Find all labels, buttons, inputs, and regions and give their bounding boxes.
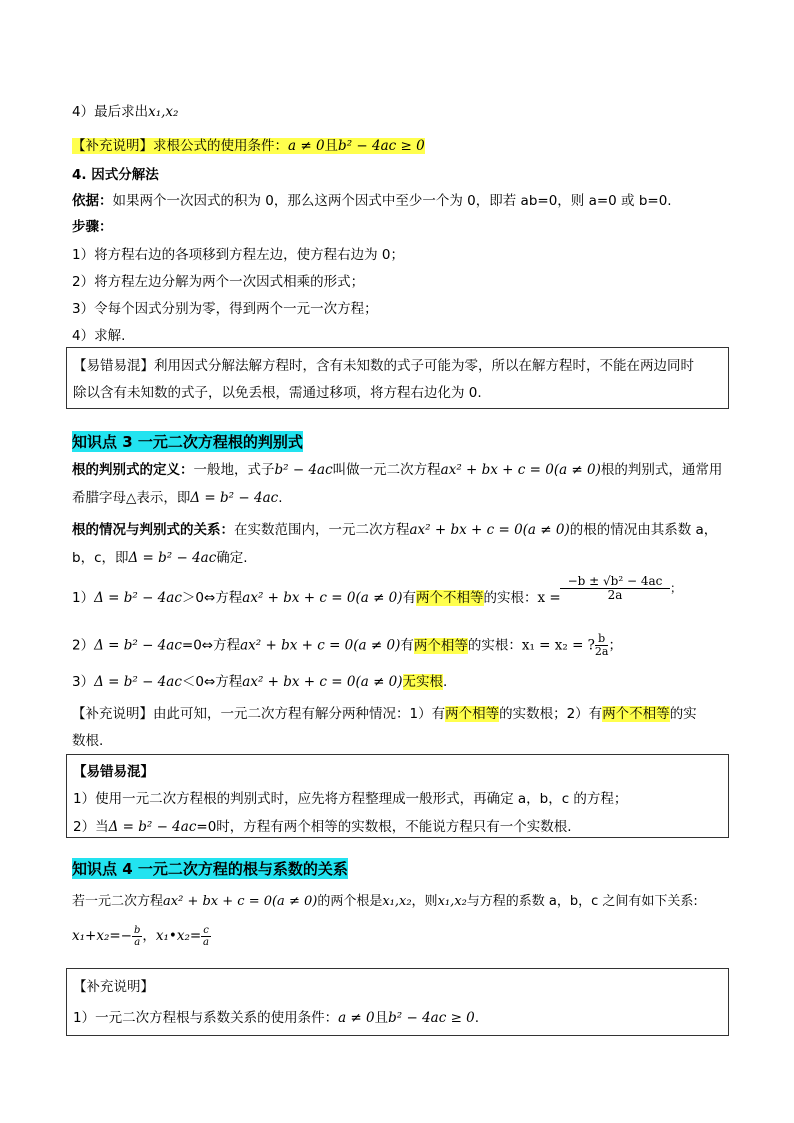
quadratic-formula-fraction: $\frac{\text{−b ± √b² − 4ac}}{2a}$ ； <box>560 575 682 602</box>
roots-expr: x₁,x₂ <box>148 104 179 120</box>
supplement-note-1 <box>72 134 425 154</box>
factor-step-3: 3）令每个因式分别为零，得到两个一元一次方程； <box>72 301 378 317</box>
box2-line-2: 2）当Δ = b² − 4ac=0时，方程有两个相等的实数根，不能说方程只有一个实数根. <box>73 819 572 835</box>
box3-tag: 【补充说明】 <box>73 979 154 995</box>
error-prone-box-1 <box>66 347 729 409</box>
factor-step-1: 1）将方程右边的各项移到方程左边，使方程右边为 0； <box>72 247 404 263</box>
vieta-formulas: x₁+x₂=− $\frac{b}{a}$ ，x₁•x₂= $\frac{c}{a}$ <box>72 924 210 948</box>
box3-line-1: 1）一元二次方程根与系数关系的使用条件：a ≠ 0且b² − 4ac ≥ 0. <box>73 1010 480 1026</box>
sum-of-roots: x₁+x₂=− <box>72 928 132 944</box>
highlight-no-root: 无实根 <box>402 674 444 690</box>
factor-step-4: 4）求解. <box>72 328 126 344</box>
error-prone-box-2 <box>66 754 729 838</box>
step-text: 4）最后求出 <box>72 104 149 120</box>
knowledge-point-3-title: 知识点 3 一元二次方程根的判别式 <box>72 433 303 451</box>
case-2-line: 2）Δ = b² − 4ac=0⇔方程ax² + bx + c = 0(a ≠ 0)有两个相等的实根：x₁ = x₂ = ? $\frac{b}{2a}$ ； <box>72 632 622 659</box>
case-1-line: 1）Δ = b² − 4ac＞0⇔方程ax² + bx + c = 0(a ≠ 0)有两个不相等的实根：x = <box>72 590 561 606</box>
supplement-note-2-line1: 【补充说明】由此可知，一元二次方程有解分两种情况：1）有两个相等的实数根；2）有两个不相等的实 <box>72 706 697 722</box>
discriminant-definition-line2: 希腊字母△表示，即Δ = b² − 4ac. <box>72 490 283 506</box>
vieta-intro-line: 若一元二次方程ax² + bx + c = 0(a ≠ 0)的两个根是x₁,x₂，则x₁,x₂与方程的系数 a，b，c 之间有如下关系: <box>72 894 698 909</box>
knowledge-point-4-title: 知识点 4 一元二次方程的根与系数的关系 <box>72 860 348 878</box>
box1-line-2: 除以含有未知数的式子，以免丢根，需通过移项，将方程右边化为 0. <box>73 385 482 401</box>
product-of-roots: x₁•x₂= <box>155 928 202 944</box>
highlight-two-unequal: 两个不相等 <box>416 590 484 606</box>
discriminant-definition-line1: 根的判别式的定义：一般地，式子b² − 4ac叫做一元二次方程ax² + bx + c = 0(a ≠ 0)根的判别式，通常用 <box>72 462 723 478</box>
steps-label: 步骤： <box>72 219 113 235</box>
relation-line1: 根的情况与判别式的关系：在实数范围内，一元二次方程ax² + bx + c = 0(a ≠ 0)的根的情况由其系数 a， <box>72 522 718 538</box>
basis-line: 依据：如果两个一次因式的积为 0，那么这两个因式中至少一个为 0，即若 ab=0，则 a=0 或 b=0. <box>72 193 672 209</box>
factor-step-2: 2）将方程左边分解为两个一次因式相乘的形式； <box>72 274 365 290</box>
supplement-note-2-line2: 数根. <box>72 733 104 749</box>
supplement-box-3 <box>66 968 729 1036</box>
relation-line2: b，c，即Δ = b² − 4ac确定. <box>72 550 248 566</box>
highlight-two-equal: 两个相等 <box>413 637 468 654</box>
box2-tag: 【易错易混】 <box>73 764 154 780</box>
section-title-factorization: 4. 因式分解法 <box>72 167 159 183</box>
box1-line-1: 【易错易混】利用因式分解法解方程时，含有未知数的式子可能为零，所以在解方程时，不能在两边同时 <box>73 358 694 374</box>
box2-line-1: 1）使用一元二次方程根的判别式时，应先将方程整理成一般形式，再确定 a，b，c 的方程； <box>73 791 628 807</box>
supplement-highlight: 【补充说明】求根公式的使用条件：a ≠ 0且b² − 4ac ≥ 0 <box>72 138 425 154</box>
step-4-line <box>72 100 178 120</box>
case-3-line: 3）Δ = b² − 4ac＜0⇔方程ax² + bx + c = 0(a ≠ 0)无实根. <box>72 674 448 690</box>
